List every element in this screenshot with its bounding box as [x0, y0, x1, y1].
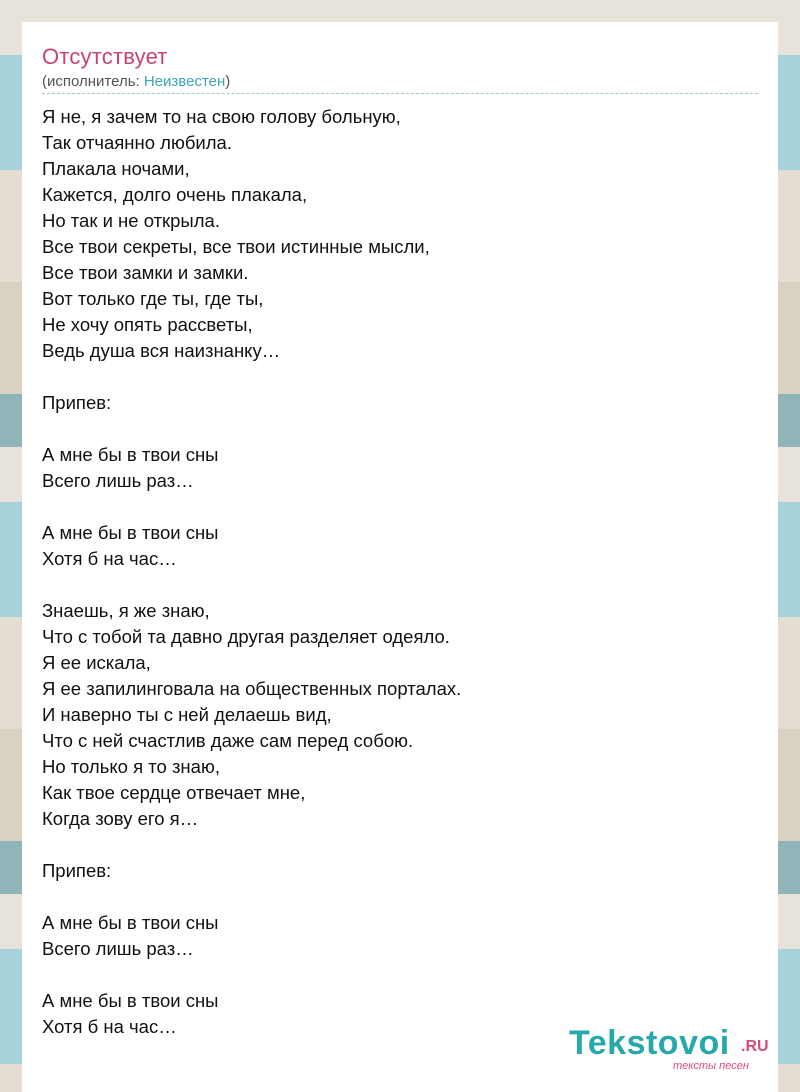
logo-tld: .RU — [741, 1038, 769, 1055]
lyric-line: Я ее искала, — [42, 652, 151, 673]
lyric-line: Все твои замки и замки. — [42, 262, 249, 283]
lyric-line: Все твои секреты, все твои истинные мысли, — [42, 236, 430, 257]
lyric-line — [42, 416, 758, 442]
lyric-line: Ведь душа вся наизнанку… — [42, 340, 281, 361]
lyric-line — [42, 832, 758, 858]
lyric-line: Я не, я зачем то на свою голову больную, — [42, 106, 401, 127]
lyric-line: А мне бы в твои сны — [42, 990, 219, 1011]
lyric-line: Так отчаянно любила. — [42, 132, 232, 153]
lyric-line: Когда зову его я… — [42, 808, 199, 829]
lyric-line: Хотя б на час… — [42, 548, 177, 569]
artist-link[interactable]: Неизвестен — [143, 73, 226, 90]
lyrics-text — [42, 104, 758, 1040]
lyric-line — [42, 962, 758, 988]
lyric-line: Не хочу опять рассветы, — [42, 314, 253, 335]
artist-suffix: ) — [225, 73, 231, 90]
lyric-line: Плакала ночами, — [42, 158, 190, 179]
lyric-line — [42, 494, 758, 520]
lyric-line: Знаешь, я же знаю, — [42, 600, 210, 621]
lyric-line — [42, 884, 758, 910]
lyric-line: Хотя б на час… — [42, 1016, 177, 1037]
lyric-line: Припев: — [42, 860, 112, 881]
artist-line — [42, 73, 230, 90]
site-logo[interactable] — [569, 1024, 774, 1086]
lyric-line: А мне бы в твои сны — [42, 912, 219, 933]
logo-tagline: тексты песен — [673, 1060, 749, 1072]
lyric-line: Всего лишь раз… — [42, 470, 194, 491]
lyric-line: Что с тобой та давно другая разделяет одеяло. — [42, 626, 450, 647]
lyric-line: Я ее запилинговала на общественных порталах. — [42, 678, 462, 699]
logo-name: Tekstovoi — [569, 1024, 730, 1062]
artist-prefix: (исполнитель: — [42, 73, 144, 90]
lyric-line: Вот только где ты, где ты, — [42, 288, 264, 309]
lyric-line: Всего лишь раз… — [42, 938, 194, 959]
lyric-line: А мне бы в твои сны — [42, 522, 219, 543]
lyric-line — [42, 364, 758, 390]
song-title: Отсутствует — [42, 44, 168, 69]
lyric-line: Но только я то знаю, — [42, 756, 220, 777]
lyric-line: Как твое сердце отвечает мне, — [42, 782, 306, 803]
lyric-line: Что с ней счастлив даже сам перед собою. — [42, 730, 414, 751]
lyric-line: И наверно ты с ней делаешь вид, — [42, 704, 332, 725]
lyric-line: Но так и не открыла. — [42, 210, 220, 231]
lyric-line — [42, 572, 758, 598]
divider — [42, 93, 758, 94]
lyric-line: А мне бы в твои сны — [42, 444, 219, 465]
lyric-line: Кажется, долго очень плакала, — [42, 184, 308, 205]
lyric-line: Припев: — [42, 392, 112, 413]
